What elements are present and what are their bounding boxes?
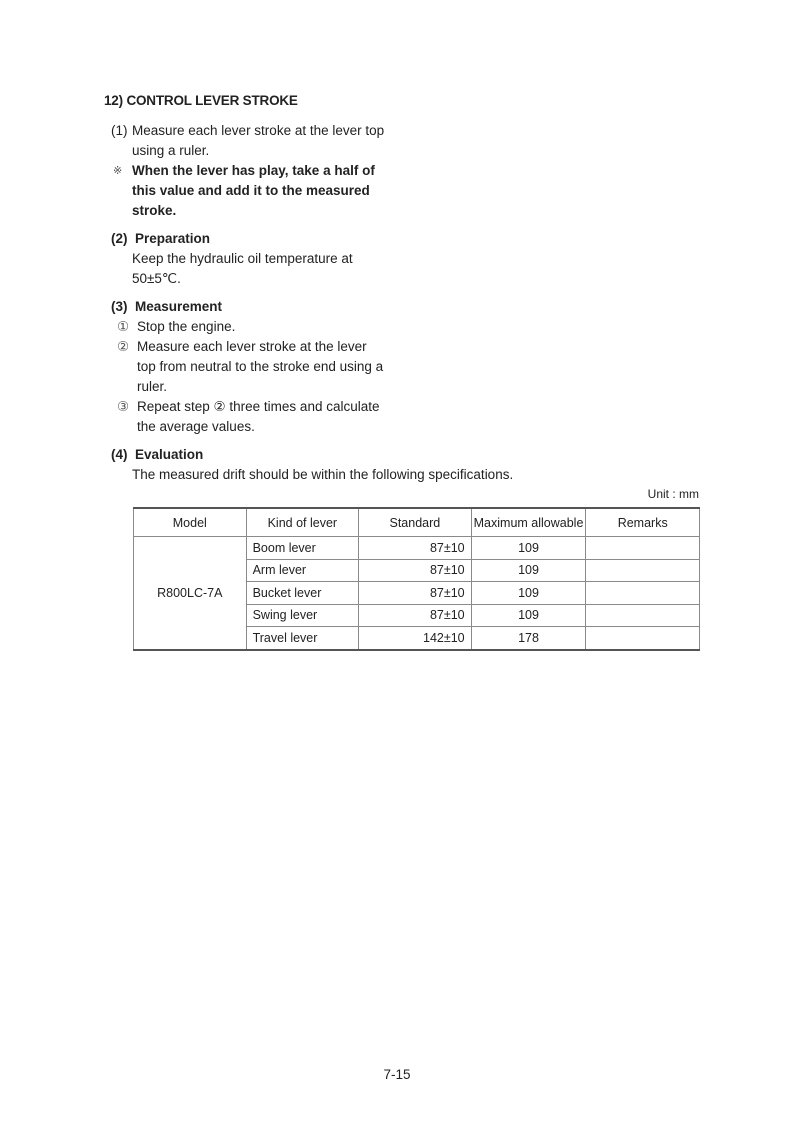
standard-cell: 142±10 <box>359 627 472 650</box>
remarks-cell <box>586 604 700 627</box>
standard-cell: 87±10 <box>359 559 472 582</box>
step-1 <box>111 121 385 161</box>
remarks-cell <box>586 627 700 650</box>
remarks-cell <box>586 582 700 605</box>
measurement-item-2-line-1: Measure each lever stroke at the lever <box>137 339 367 354</box>
measurement-item-1-line-1: Stop the engine. <box>137 319 236 334</box>
note-line-1: When the lever has play, take a half of <box>132 163 375 178</box>
note-line-3: stroke. <box>132 203 177 218</box>
kind-cell: Swing lever <box>246 604 358 627</box>
max-cell: 109 <box>471 559 586 582</box>
kind-cell: Arm lever <box>246 559 358 582</box>
step-1-line-1: Measure each lever stroke at the lever top <box>132 123 385 138</box>
section-title: 12) CONTROL LEVER STROKE <box>104 93 298 108</box>
page-number: 7-15 <box>383 1067 411 1082</box>
header-kind-of-lever: Kind of lever <box>246 508 358 537</box>
measurement <box>111 297 401 437</box>
note-line-2: this value and add it to the measured <box>132 183 370 198</box>
measurement-item-3-line-2: the average values. <box>137 419 255 434</box>
kind-cell: Bucket lever <box>246 582 358 605</box>
model-cell: R800LC-7A <box>134 537 247 650</box>
kind-cell: Boom lever <box>246 537 358 560</box>
table-row <box>134 537 700 560</box>
measurement-item-2-mark: ② <box>117 339 130 354</box>
note-mark: ※ <box>113 165 123 177</box>
max-cell: 109 <box>471 537 586 560</box>
measurement-item-2-line-3: ruler. <box>137 379 168 394</box>
header-standard: Standard <box>359 508 472 537</box>
evaluation-line-1: The measured drift should be within the following specifications. <box>132 467 514 482</box>
preparation-heading: (2) Preparation <box>111 231 211 246</box>
measurement-item-3-mark: ③ <box>117 399 130 414</box>
step-1-line-2: using a ruler. <box>132 143 210 158</box>
max-cell: 109 <box>471 604 586 627</box>
step-1-number: (1) <box>111 123 128 138</box>
preparation-line-2: 50±5℃. <box>132 271 181 286</box>
evaluation <box>111 445 671 485</box>
header-remarks: Remarks <box>586 508 700 537</box>
table-header-row <box>134 508 700 537</box>
standard-cell: 87±10 <box>359 604 472 627</box>
max-cell: 178 <box>471 627 586 650</box>
note <box>113 161 383 221</box>
preparation-line-1: Keep the hydraulic oil temperature at <box>132 251 353 266</box>
measurement-heading: (3) Measurement <box>111 299 223 314</box>
measurement-item-3-line-1: Repeat step ② three times and calculate <box>137 399 380 414</box>
header-model: Model <box>134 508 247 537</box>
evaluation-heading: (4) Evaluation <box>111 447 204 462</box>
remarks-cell <box>586 537 700 560</box>
max-cell: 109 <box>471 582 586 605</box>
standard-cell: 87±10 <box>359 582 472 605</box>
kind-cell: Travel lever <box>246 627 358 650</box>
standard-cell: 87±10 <box>359 537 472 560</box>
preparation <box>111 229 401 289</box>
header-maximum-allowable: Maximum allowable <box>471 508 586 537</box>
remarks-cell <box>586 559 700 582</box>
spec-table <box>133 507 700 651</box>
measurement-item-1-mark: ① <box>117 319 130 334</box>
measurement-item-2-line-2: top from neutral to the stroke end using a <box>137 359 384 374</box>
unit-label: Unit : mm <box>647 487 699 501</box>
